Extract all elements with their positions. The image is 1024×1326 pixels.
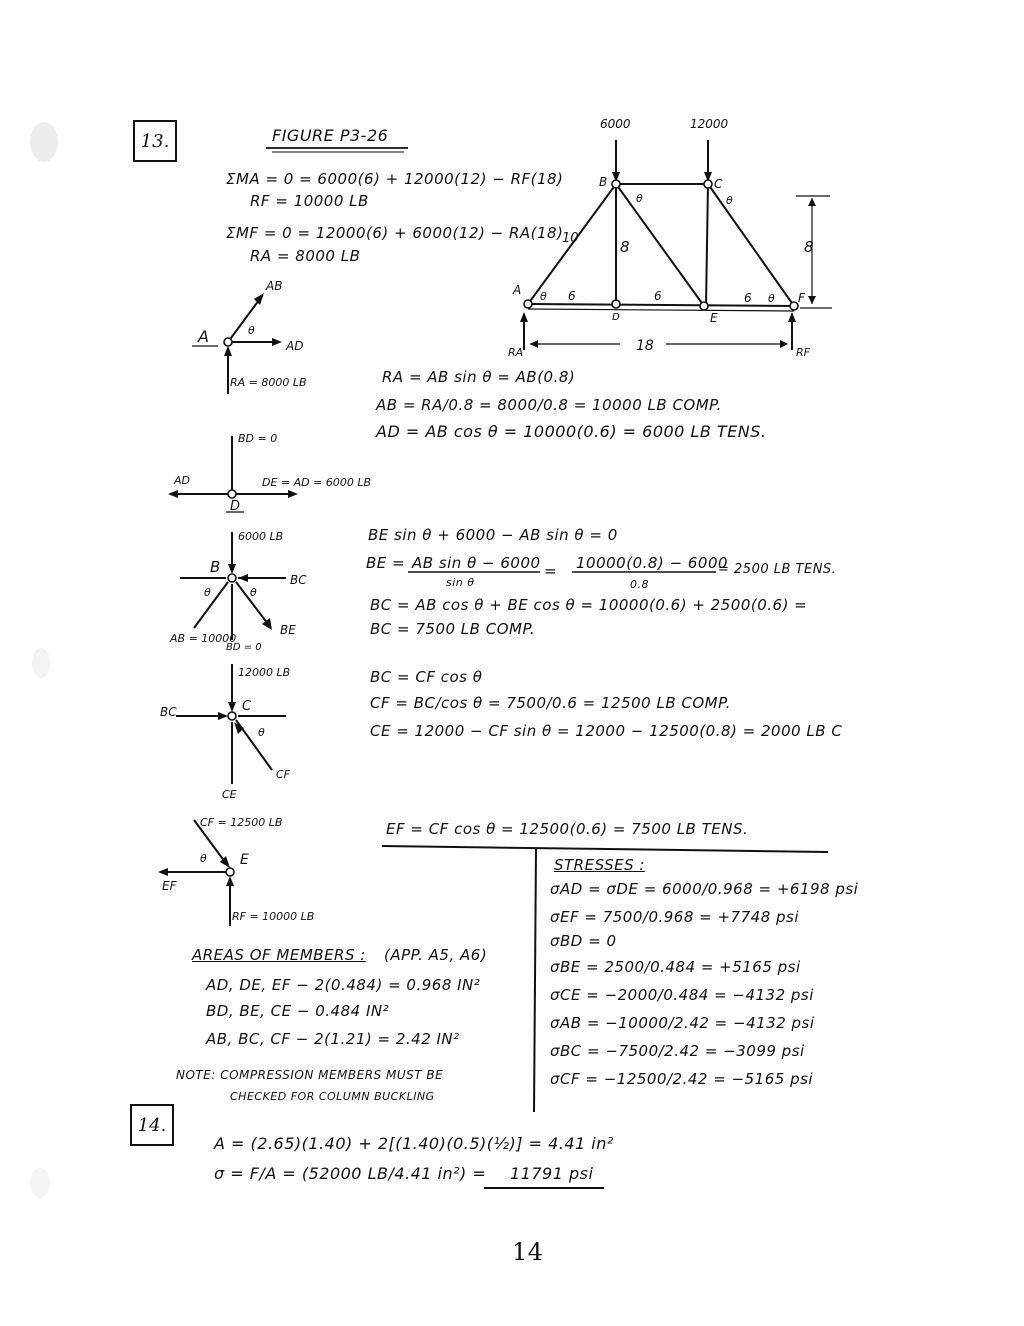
- joint-c-label: C: [242, 699, 252, 714]
- truss-load-b-label: 6000: [600, 117, 631, 131]
- joint-d-bd-label: BD = 0: [238, 432, 278, 445]
- panel-ef-label: 6: [744, 291, 752, 305]
- problem-14-eq1: A = (2.65)(1.40) + 2[(1.40)(0.5)(½)] = 4.41 in²: [214, 1134, 614, 1153]
- joint-b-eq2-mid: =: [544, 562, 558, 580]
- theta-a: θ: [540, 290, 547, 303]
- stress-ad-de: σAD = σDE = 6000/0.968 = +6198 psi: [550, 880, 859, 898]
- theta-b: θ: [636, 192, 643, 205]
- theta-f: θ: [768, 292, 775, 305]
- reaction-f-label: RF: [796, 346, 810, 359]
- joint-a-eq3: AD = AB cos θ = 10000(0.6) = 6000 LB TENS.: [376, 422, 767, 441]
- joint-b-eq2-den2: 0.8: [630, 578, 649, 591]
- theta-c: θ: [726, 194, 733, 207]
- stress-cf: σCF = −12500/2.42 = −5165 psi: [550, 1070, 814, 1088]
- stress-ce: σCE = −2000/0.484 = −4132 psi: [550, 986, 814, 1004]
- joint-b-ab-label: AB = 10000: [170, 632, 237, 645]
- joint-b-eq3: BC = AB cos θ + BE cos θ = 10000(0.6) + 2500(0.6) =: [370, 596, 808, 614]
- figure-title: FIGURE P3-26: [272, 126, 389, 145]
- joint-e-cf-label: CF = 12500 LB: [200, 816, 283, 829]
- node-d-label: D: [612, 312, 620, 323]
- joint-c-eq2: CF = BC/cos θ = 7500/0.6 = 12500 LB COMP.: [370, 694, 731, 712]
- joint-d-label: D: [230, 499, 241, 514]
- node-a-label: A: [513, 283, 522, 297]
- problem-13-number: 13.: [133, 120, 177, 162]
- areas-row-bd: BD, BE, CE − 0.484 IN²: [206, 1002, 390, 1020]
- joint-b-bd-label: BD = 0: [226, 642, 262, 653]
- joint-a-reaction-label: RA = 8000 LB: [230, 376, 307, 389]
- joint-b-bc-label: BC: [290, 573, 307, 587]
- joint-b-theta-right: θ: [250, 586, 257, 599]
- joint-c-theta: θ: [258, 726, 265, 739]
- equation-ra: RA = 8000 LB: [250, 247, 361, 265]
- problem-14-result: 11791 psi: [510, 1164, 594, 1183]
- joint-a-theta: θ: [248, 324, 255, 337]
- joint-d-de-label: DE = AD = 6000 LB: [262, 476, 372, 489]
- equation-sum-mf: ΣMF = 0 = 12000(6) + 6000(12) − RA(18): [226, 224, 564, 242]
- joint-e-theta: θ: [200, 852, 207, 865]
- reaction-a-label: RA: [508, 346, 524, 359]
- joint-e-label: E: [240, 852, 249, 868]
- areas-row-ab: AB, BC, CF − 2(1.21) = 2.42 IN²: [206, 1030, 460, 1048]
- joint-b-eq2-den: sin θ: [446, 576, 475, 589]
- joint-c-load-label: 12000 LB: [238, 666, 291, 679]
- problem-14-number: 14.: [130, 1104, 174, 1146]
- node-c-label: C: [714, 177, 723, 191]
- joint-b-eq1: BE sin θ + 6000 − AB sin θ = 0: [368, 526, 618, 544]
- joint-b-load-label: 6000 LB: [238, 530, 284, 543]
- stress-ab: σAB = −10000/2.42 = −4132 psi: [550, 1014, 815, 1032]
- joint-a-eq2: AB = RA/0.8 = 8000/0.8 = 10000 LB COMP.: [376, 396, 722, 414]
- equation-rf: RF = 10000 LB: [250, 192, 369, 210]
- page-number: 14: [512, 1238, 544, 1266]
- node-f-label: F: [798, 291, 805, 305]
- joint-a-eq1: RA = AB sin θ = AB(0.8): [382, 368, 576, 386]
- joint-c-ce-label: CE: [222, 788, 237, 801]
- joint-e-eq: EF = CF cos θ = 12500(0.6) = 7500 LB TENS.: [386, 820, 749, 838]
- joint-e-reaction-label: RF = 10000 LB: [232, 910, 315, 923]
- areas-note-2: CHECKED FOR COLUMN BUCKLING: [230, 1090, 435, 1103]
- length-ab-label: 10: [562, 231, 579, 246]
- joint-c-eq1: BC = CF cos θ: [370, 668, 483, 686]
- joint-c-cf-label: CF: [276, 768, 291, 781]
- node-b-label: B: [599, 175, 608, 189]
- joint-c-bc-label: BC: [160, 705, 177, 719]
- areas-title: AREAS OF MEMBERS :: [192, 946, 366, 964]
- stress-bc: σBC = −7500/2.42 = −3099 psi: [550, 1042, 805, 1060]
- joint-e-ef-label: EF: [162, 879, 177, 893]
- panel-de-label: 6: [654, 289, 662, 303]
- stresses-title: STRESSES :: [554, 856, 645, 874]
- joint-b-eq2-num2: 10000(0.8) − 6000: [576, 554, 729, 572]
- areas-row-ad: AD, DE, EF − 2(0.484) = 0.968 IN²: [206, 976, 481, 994]
- joint-b-eq2-num: AB sin θ − 6000: [412, 554, 541, 572]
- joint-a-label: A: [198, 327, 209, 346]
- areas-ref: (APP. A5, A6): [384, 946, 488, 964]
- stress-ef: σEF = 7500/0.968 = +7748 psi: [550, 908, 800, 926]
- panel-ad-label: 6: [568, 289, 576, 303]
- height-dim-label: 8: [804, 238, 814, 256]
- joint-b-eq2-res: = 2500 LB TENS.: [718, 562, 837, 577]
- joint-d-ad-label: AD: [174, 474, 190, 487]
- stress-be: σBE = 2500/0.484 = +5165 psi: [550, 958, 801, 976]
- equation-sum-ma: ΣMA = 0 = 6000(6) + 12000(12) − RF(18): [226, 170, 564, 188]
- joint-b-be-label: BE: [280, 623, 296, 637]
- problem-14-eq2: σ = F/A = (52000 LB/4.41 in²) =: [214, 1164, 487, 1183]
- joint-b-eq4: BC = 7500 LB COMP.: [370, 620, 536, 638]
- joint-a-ab-label: AB: [266, 279, 283, 293]
- joint-b-theta-left: θ: [204, 586, 211, 599]
- stress-bd: σBD = 0: [550, 932, 617, 950]
- joint-a-ad-label: AD: [286, 339, 304, 353]
- span-label: 18: [636, 338, 654, 354]
- node-e-label: E: [710, 311, 718, 325]
- joint-b-label: B: [210, 558, 221, 576]
- joint-b-eq2-lhs: BE =: [366, 554, 406, 572]
- areas-note-1: NOTE: COMPRESSION MEMBERS MUST BE: [176, 1068, 444, 1082]
- truss-load-c-label: 12000: [690, 117, 729, 131]
- height-bd-label: 8: [620, 238, 630, 256]
- joint-c-eq3: CE = 12000 − CF sin θ = 12000 − 12500(0.8) = 2000 LB C: [370, 722, 843, 740]
